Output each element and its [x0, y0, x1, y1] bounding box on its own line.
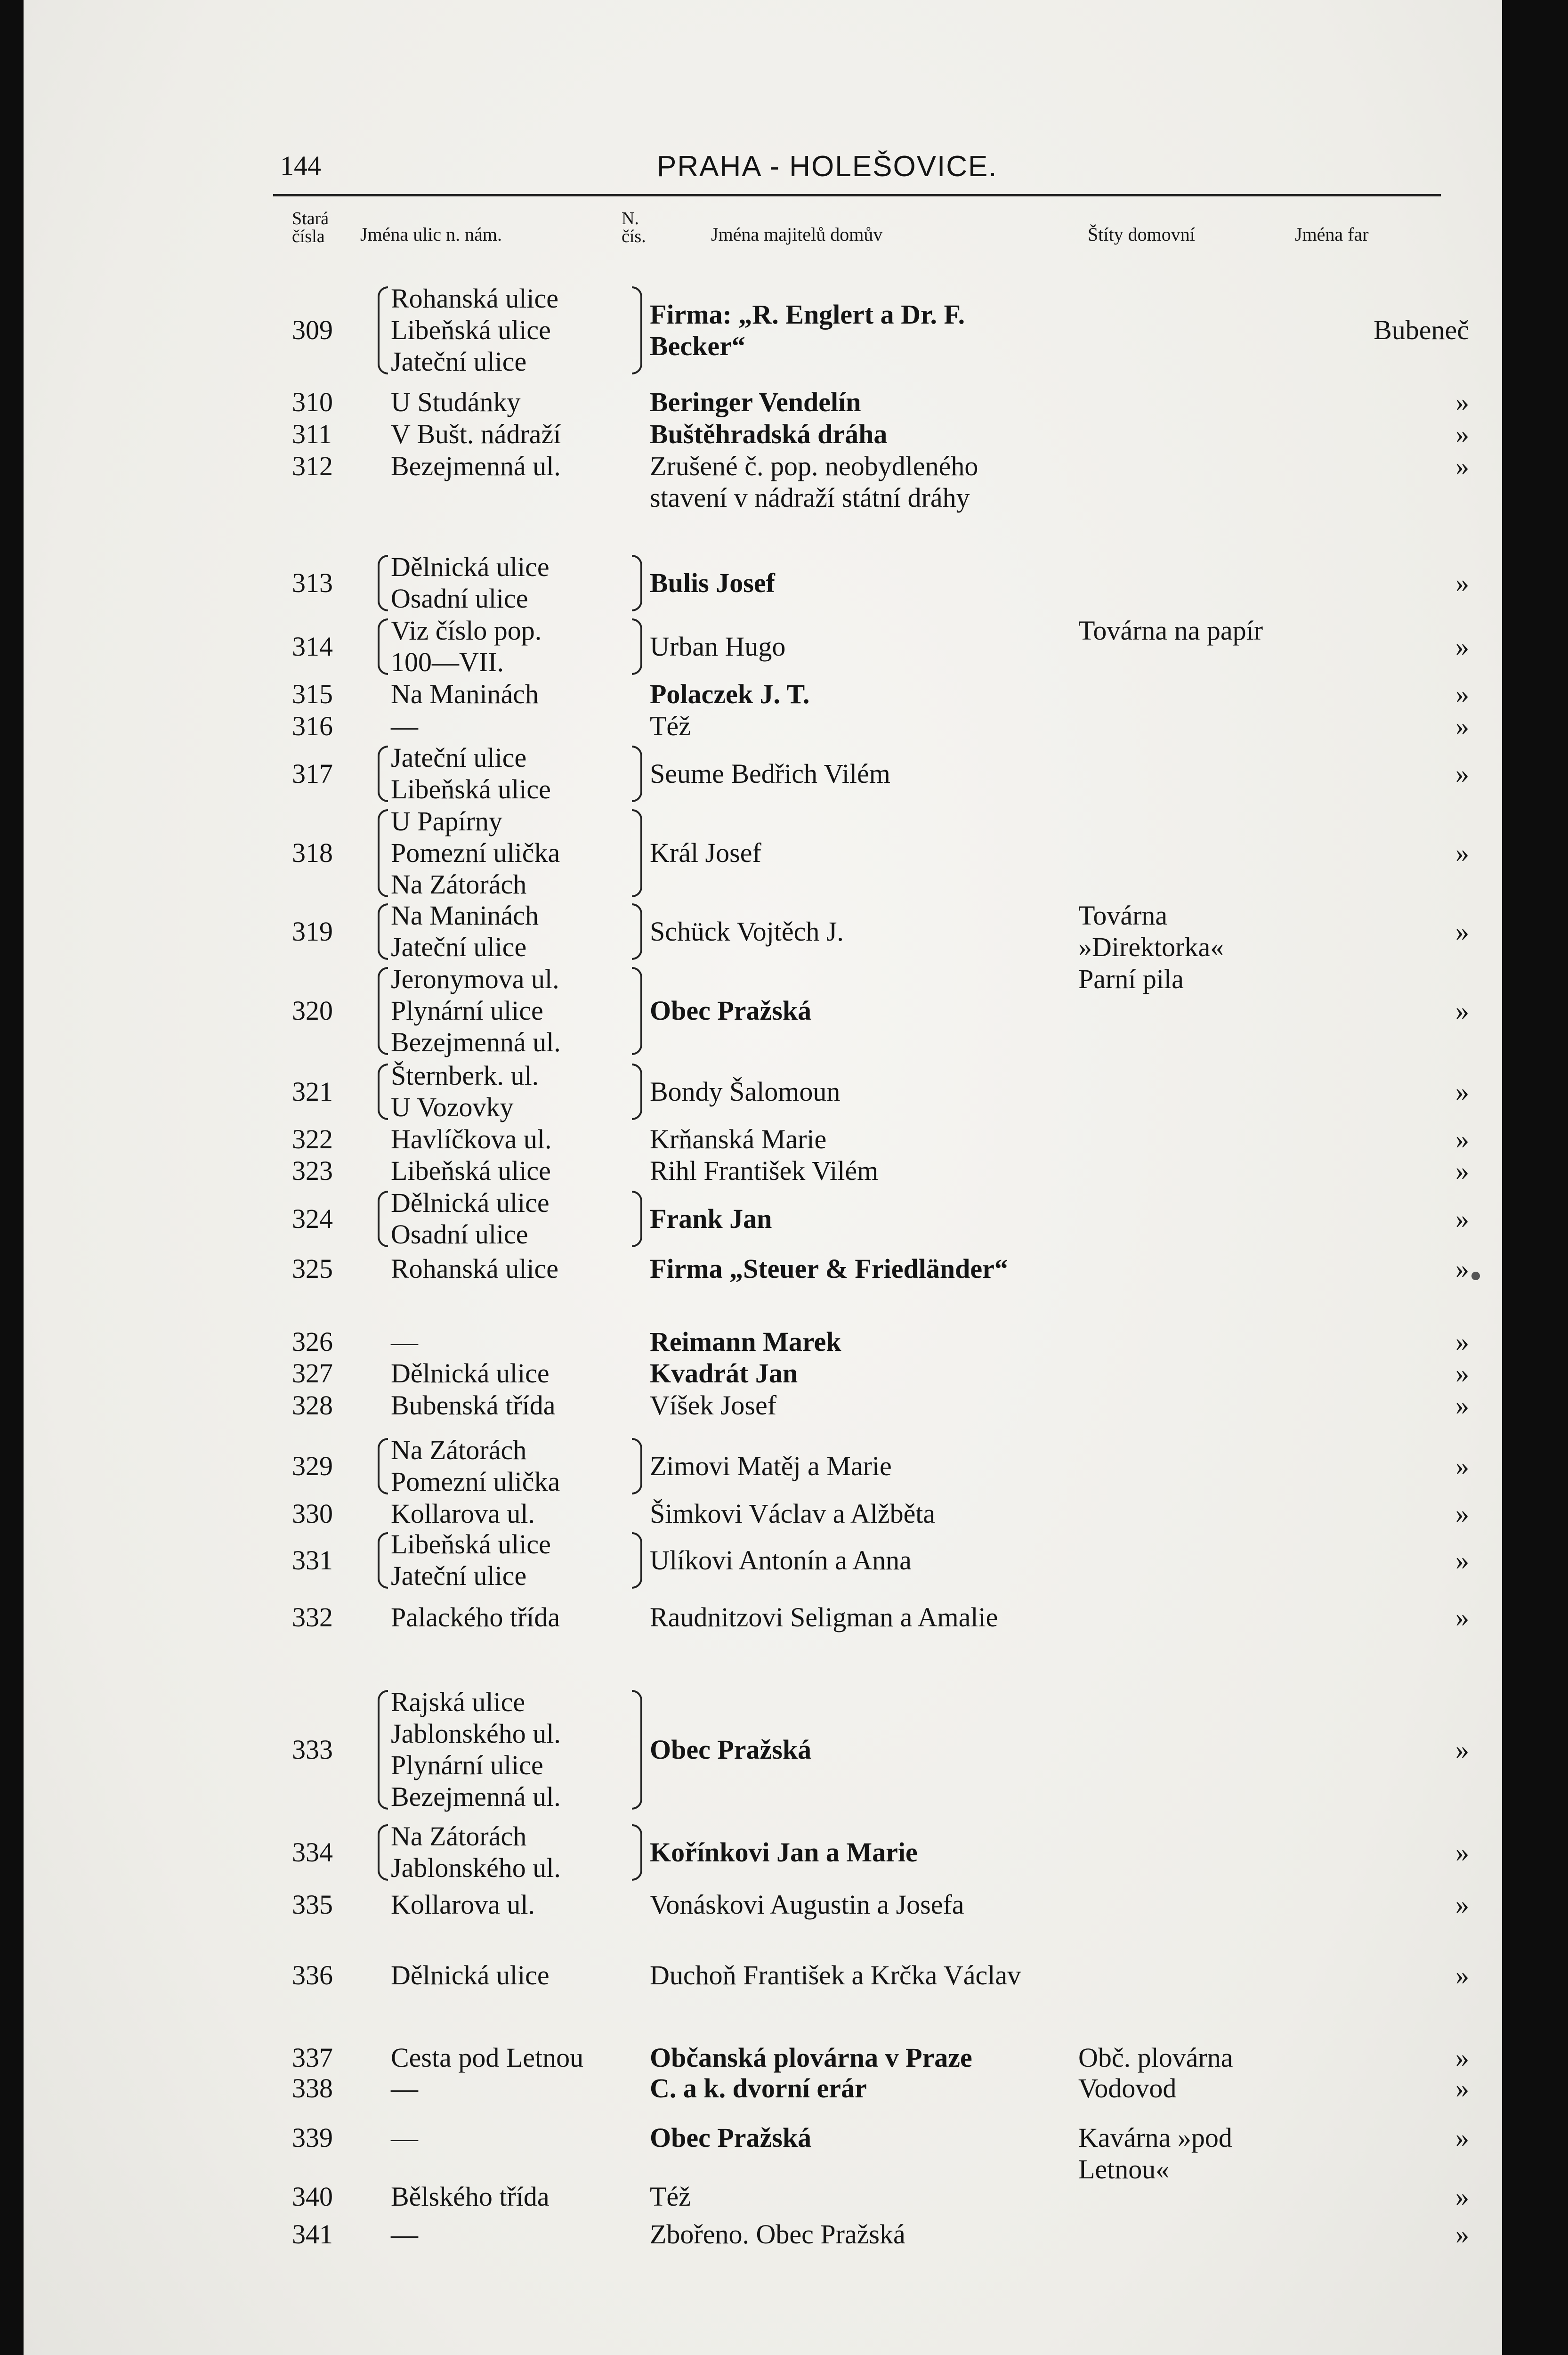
street-name: Kollarova ul.: [391, 1498, 535, 1529]
street-name: —: [391, 2219, 418, 2249]
street-name: Osadní ulice: [391, 1219, 528, 1250]
street-name: —: [391, 2122, 418, 2153]
street-name: Na Zátorách: [391, 1435, 527, 1465]
table-row: [24, 1187, 1502, 1250]
table-row: [24, 2042, 1502, 2073]
left-brace: [378, 1191, 388, 1247]
street-name: —: [391, 2073, 418, 2103]
street-name: Na Maninách: [391, 900, 539, 931]
parish-name: »: [1455, 1326, 1469, 1357]
right-brace: [632, 1824, 642, 1881]
owner-name: Občanská plovárna v Praze: [650, 2042, 972, 2073]
street-name: Jateční ulice: [391, 932, 527, 962]
left-brace: [378, 809, 388, 897]
old-number: 324: [292, 1203, 333, 1234]
owner-name: Frank Jan: [650, 1203, 772, 1234]
street-name: Na Zátorách: [391, 1821, 527, 1852]
old-number: 325: [292, 1253, 333, 1284]
street-name: Libeňská ulice: [391, 315, 551, 345]
parish-name: »: [1455, 1889, 1469, 1920]
table-row: [24, 551, 1502, 614]
owner-name: Kvadrát Jan: [650, 1358, 798, 1389]
street-name: Jablonského ul.: [391, 1852, 561, 1883]
parish-name: »: [1455, 567, 1469, 598]
parish-name: »: [1455, 1450, 1469, 1481]
owner-name: Obec Pražská: [650, 2122, 812, 2153]
house-sign: Kavárna »pod Letnou«: [1078, 2122, 1232, 2184]
parish-name: »: [1455, 451, 1469, 481]
house-sign: Vodovod: [1078, 2073, 1177, 2103]
table-row: [24, 1326, 1502, 1357]
owner-name: Obec Pražská: [650, 995, 812, 1026]
old-number: 334: [292, 1836, 333, 1868]
page-header: [280, 150, 1486, 187]
table-row: [24, 1498, 1502, 1529]
left-brace: [378, 1438, 388, 1494]
old-number: 320: [292, 995, 333, 1026]
table-row: [24, 1123, 1502, 1155]
street-name: Jeronymova ul.: [391, 964, 559, 994]
left-brace: [378, 555, 388, 611]
street-name: Bezejmenná ul.: [391, 1027, 561, 1057]
old-number: 313: [292, 567, 333, 598]
parish-name: »: [1455, 2122, 1469, 2153]
street-name: Bubenská třída: [391, 1390, 556, 1421]
right-brace: [632, 967, 642, 1055]
table-row: [24, 742, 1502, 805]
left-brace: [378, 1064, 388, 1120]
parish-name: »: [1455, 1498, 1469, 1529]
parish-name: »: [1455, 837, 1469, 868]
owner-name: Šimkovi Václav a Alžběta: [650, 1498, 936, 1529]
old-number: 318: [292, 837, 333, 868]
right-brace: [632, 1191, 642, 1247]
street-name: Jablonského ul.: [391, 1718, 561, 1749]
parish-name: Bubeneč: [1374, 315, 1469, 345]
owner-name: Zimovi Matěj a Marie: [650, 1450, 892, 1481]
parish-name: »: [1455, 419, 1469, 449]
owner-name: Reimann Marek: [650, 1326, 841, 1357]
street-name: Jateční ulice: [391, 346, 527, 377]
house-sign: Továrna na papír: [1078, 615, 1263, 646]
street-name: —: [391, 711, 418, 741]
owner-name: Urban Hugo: [650, 631, 786, 662]
table-row: [24, 2072, 1502, 2104]
street-name: Dělnická ulice: [391, 1358, 550, 1389]
parish-name: »: [1455, 1602, 1469, 1632]
table-row: [24, 1528, 1502, 1592]
parish-name: »: [1455, 1203, 1469, 1234]
parish-name: »: [1455, 679, 1469, 709]
old-number: 330: [292, 1498, 333, 1529]
old-number: 338: [292, 2073, 333, 2103]
table-row: [24, 615, 1502, 678]
old-number: 335: [292, 1889, 333, 1920]
street-name: Libeňská ulice: [391, 1529, 551, 1559]
street-name: Dělnická ulice: [391, 552, 550, 582]
old-number: 309: [292, 315, 333, 345]
left-brace: [378, 1532, 388, 1589]
right-brace: [632, 1532, 642, 1589]
owner-name: Zbořeno. Obec Pražská: [650, 2219, 905, 2249]
right-brace: [632, 618, 642, 675]
table-row: [24, 450, 1502, 513]
owner-name: Rihl František Vilém: [650, 1155, 879, 1186]
old-number: 328: [292, 1390, 333, 1421]
parish-name: »: [1455, 2219, 1469, 2249]
table-row: [24, 963, 1502, 1058]
parish-name: »: [1455, 1155, 1469, 1186]
street-name: 100—VII.: [391, 647, 504, 677]
old-number: 316: [292, 711, 333, 741]
street-name: V Bušt. nádraží: [391, 419, 561, 449]
table-row: [24, 1686, 1502, 1812]
parish-name: »: [1455, 1358, 1469, 1389]
street-name: Palackého třída: [391, 1602, 560, 1632]
old-number: 312: [292, 451, 333, 481]
owner-name: Buštěhradská dráha: [650, 419, 888, 449]
page-title: PRAHA - HOLEŠOVICE.: [657, 150, 998, 183]
left-brace: [378, 1690, 388, 1810]
street-name: Na Zátorách: [391, 869, 527, 900]
owner-name: Též: [650, 2181, 691, 2212]
parish-name: »: [1455, 711, 1469, 741]
old-number: 327: [292, 1358, 333, 1389]
parish-name: »: [1455, 631, 1469, 662]
street-name: Viz číslo pop.: [391, 615, 542, 646]
old-number: 331: [292, 1544, 333, 1575]
owner-name: Bulis Josef: [650, 567, 775, 598]
owner-name: Bondy Šalomoun: [650, 1076, 841, 1107]
street-name: Jateční ulice: [391, 1560, 527, 1591]
right-brace: [632, 903, 642, 960]
parish-name: »: [1455, 758, 1469, 789]
right-brace: [632, 809, 642, 897]
table-row: [24, 805, 1502, 900]
owner-name: Zrušené č. pop. neobydleného stavení v nádraží státní dráhy: [650, 451, 978, 513]
table-row: [24, 1820, 1502, 1884]
left-brace: [378, 618, 388, 675]
street-name: Havlíčkova ul.: [391, 1124, 552, 1154]
owner-name: Víšek Josef: [650, 1390, 777, 1421]
street-name: Osadní ulice: [391, 583, 528, 614]
street-name: Rohanská ulice: [391, 1253, 558, 1284]
owner-name: Krňanská Marie: [650, 1124, 827, 1154]
street-name: U Vozovky: [391, 1092, 514, 1122]
owner-name: Firma: „R. Englert a Dr. F. Becker“: [650, 299, 965, 361]
col-owners: Jména majitelů domův: [711, 224, 883, 245]
house-sign: Obč. plovárna: [1078, 2042, 1233, 2073]
old-number: 322: [292, 1124, 333, 1154]
street-name: Rajská ulice: [391, 1687, 525, 1717]
table-row: [24, 1357, 1502, 1389]
street-name: Dělnická ulice: [391, 1187, 550, 1218]
table-row: [24, 1253, 1502, 1284]
street-name: —: [391, 1326, 418, 1357]
table-row: [24, 386, 1502, 418]
parish-name: »: [1455, 1076, 1469, 1107]
table-row: [24, 678, 1502, 710]
owner-name: C. a k. dvorní erár: [650, 2073, 867, 2103]
old-number: 319: [292, 916, 333, 947]
parish-name: »: [1455, 2073, 1469, 2103]
house-sign: Parní pila: [1078, 964, 1184, 994]
table-row: [24, 1889, 1502, 1920]
left-brace: [378, 967, 388, 1055]
parish-name: »: [1455, 1124, 1469, 1154]
owner-name: Seume Bedřich Vilém: [650, 758, 890, 789]
owner-name: Vonáskovi Augustin a Josefa: [650, 1889, 964, 1920]
old-number: 337: [292, 2042, 333, 2073]
col-signs: Štíty domovní: [1088, 224, 1195, 245]
street-name: Dělnická ulice: [391, 1960, 550, 1990]
street-name: Rohanská ulice: [391, 283, 558, 314]
table-row: [24, 283, 1502, 377]
street-name: Libeňská ulice: [391, 1155, 551, 1186]
old-number: 333: [292, 1734, 333, 1765]
col-street-names: Jména ulic n. nám.: [360, 224, 502, 245]
street-name: U Papírny: [391, 806, 502, 836]
left-brace: [378, 286, 388, 374]
table-row: [24, 1434, 1502, 1497]
col-new-numbers: N. čís.: [622, 209, 646, 246]
owner-name: Též: [650, 711, 691, 741]
table-row: [24, 418, 1502, 450]
parish-name: »: [1455, 1960, 1469, 1990]
col-parishes: Jména far: [1295, 224, 1369, 245]
table-row: [24, 1155, 1502, 1186]
right-brace: [632, 286, 642, 374]
owner-name: Firma „Steuer & Friedländer“: [650, 1253, 1008, 1284]
street-name: Cesta pod Letnou: [391, 2042, 584, 2073]
table-row: [24, 1060, 1502, 1123]
table-row: [24, 1389, 1502, 1421]
table-row: [24, 710, 1502, 742]
old-number: 321: [292, 1076, 333, 1107]
parish-name: »: [1455, 1734, 1469, 1765]
street-name: Plynární ulice: [391, 1750, 543, 1780]
left-brace: [378, 903, 388, 960]
table-row: [24, 2122, 1502, 2184]
table-row: [24, 2181, 1502, 2212]
owner-name: Polaczek J. T.: [650, 679, 810, 709]
col-old-numbers: Stará čísla: [292, 209, 329, 246]
parish-name: »: [1455, 995, 1469, 1026]
header-rule: [273, 194, 1441, 196]
street-name: U Studánky: [391, 387, 521, 417]
old-number: 336: [292, 1960, 333, 1990]
old-number: 317: [292, 758, 333, 789]
street-name: Pomezní ulička: [391, 1466, 560, 1497]
street-name: Bělského třída: [391, 2181, 550, 2212]
parish-name: »: [1455, 916, 1469, 947]
old-number: 311: [292, 419, 332, 449]
house-sign: Továrna »Direktorka«: [1078, 900, 1224, 962]
street-name: Plynární ulice: [391, 995, 543, 1026]
parish-name: »: [1455, 2181, 1469, 2212]
right-brace: [632, 746, 642, 802]
owner-name: Král Josef: [650, 837, 761, 868]
old-number: 310: [292, 387, 333, 417]
page-number: 144: [280, 150, 321, 181]
table-row: [24, 1601, 1502, 1633]
street-name: Bezejmenná ul.: [391, 1781, 561, 1812]
right-brace: [632, 1690, 642, 1810]
parish-name: »: [1455, 387, 1469, 417]
owner-name: Duchoň František a Krčka Václav: [650, 1960, 1021, 1990]
right-brace: [632, 555, 642, 611]
street-name: Bezejmenná ul.: [391, 451, 561, 481]
table-row: [24, 1959, 1502, 1991]
left-brace: [378, 1824, 388, 1881]
old-number: 341: [292, 2219, 333, 2249]
parish-name: »: [1455, 1253, 1469, 1284]
parish-name: »: [1455, 1544, 1469, 1575]
ink-speck: [1471, 1272, 1480, 1280]
book-page: [24, 0, 1502, 2355]
street-name: Kollarova ul.: [391, 1889, 535, 1920]
owner-name: Obec Pražská: [650, 1734, 812, 1765]
owner-name: Ulíkovi Antonín a Anna: [650, 1544, 912, 1575]
old-number: 332: [292, 1602, 333, 1632]
table-row: [24, 2218, 1502, 2250]
parish-name: »: [1455, 1836, 1469, 1868]
old-number: 326: [292, 1326, 333, 1357]
street-name: Libeňská ulice: [391, 774, 551, 804]
old-number: 323: [292, 1155, 333, 1186]
old-number: 329: [292, 1450, 333, 1481]
parish-name: »: [1455, 2042, 1469, 2073]
street-name: Jateční ulice: [391, 742, 527, 773]
owner-name: Beringer Vendelín: [650, 387, 861, 417]
old-number: 315: [292, 679, 333, 709]
old-number: 314: [292, 631, 333, 662]
table-row: [24, 900, 1502, 963]
left-brace: [378, 746, 388, 802]
street-name: Na Maninách: [391, 679, 539, 709]
owner-name: Kořínkovi Jan a Marie: [650, 1836, 918, 1868]
right-brace: [632, 1064, 642, 1120]
old-number: 340: [292, 2181, 333, 2212]
street-name: Pomezní ulička: [391, 837, 560, 868]
old-number: 339: [292, 2122, 333, 2153]
owner-name: Raudnitzovi Seligman a Amalie: [650, 1602, 998, 1632]
right-brace: [632, 1438, 642, 1494]
street-name: Šternberk. ul.: [391, 1060, 539, 1091]
parish-name: »: [1455, 1390, 1469, 1421]
owner-name: Schück Vojtěch J.: [650, 916, 844, 947]
